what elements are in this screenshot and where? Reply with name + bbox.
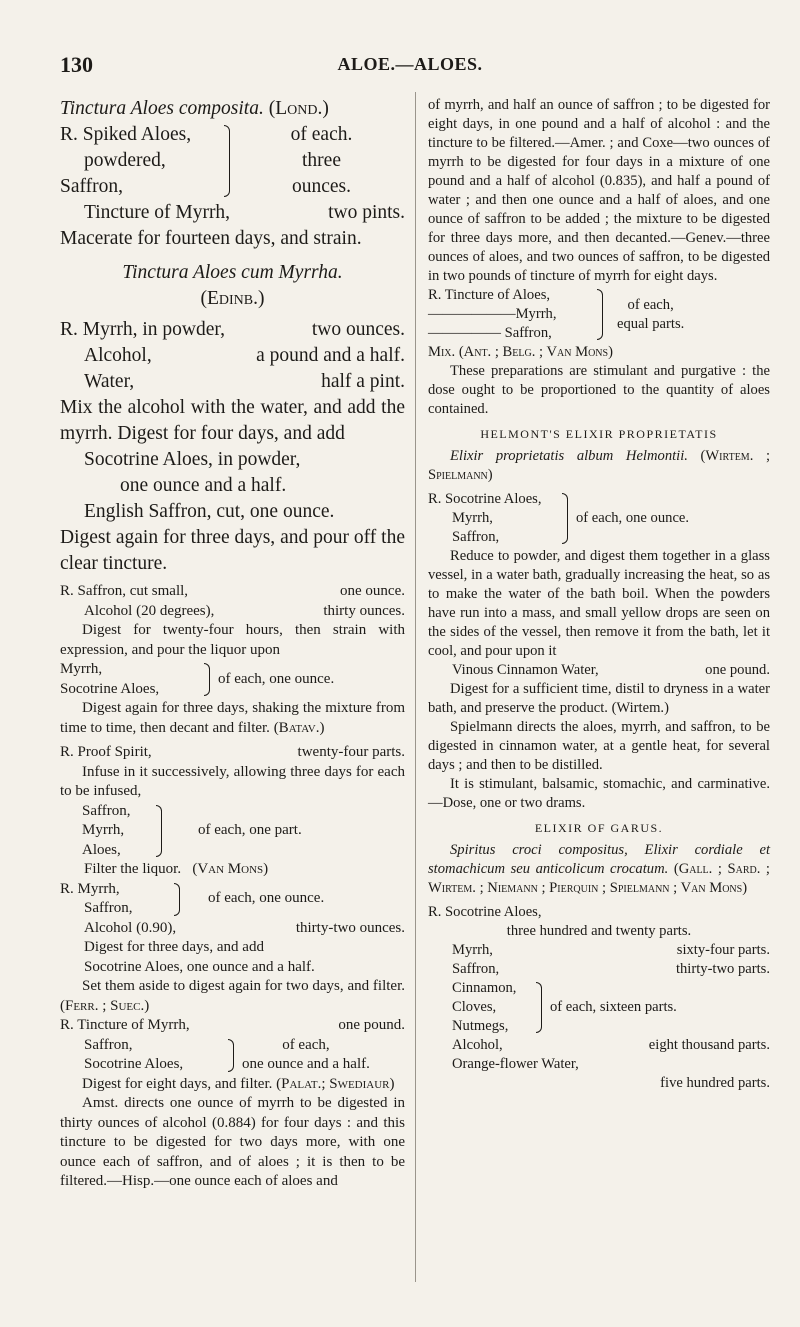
ingredient-line: Myrrh, sixty-four parts. [452,942,770,958]
recipe-heading: Tinctura Aloes cum Myrrha. [122,262,343,283]
left-column [60,96,405,1192]
paragraph: It is stimulant, balsamic, stomachic, and carminative.—Dose, one or two drams. [428,776,770,811]
page-number: 130 [60,52,93,77]
ingredient-group: Saffron, Socotrine Aloes, of each, one ounce and a half. [84,1036,370,1072]
brace [204,663,210,696]
brace [536,982,542,1033]
ingredient-group: R. Tincture of Aloes, ——————Myrrh, ————— Saffron, of each, equal parts. [428,287,685,341]
brace [156,805,162,858]
ingredient-line: Alcohol, eight thousand parts. [452,1037,770,1053]
ingredient-line: English Saffron, cut, one ounce. [84,501,335,522]
right-column [428,96,770,1093]
paragraph: Digest for twenty-four hours, then strain with expression, and pour the liquor upon [60,622,405,658]
ingredient-group: R. Socotrine Aloes, Myrrh, Saffron, of each, one ounce. [428,491,690,545]
paragraph: Mix the alcohol with the water, and add the myrrh. Digest for four days, and add [60,397,405,444]
ingredient-line: R. Proof Spirit, twenty-four parts. [60,744,405,760]
ingredient-line: Alcohol (20 degrees), thirty ounces. [84,602,405,619]
ingredient-line: Tincture of Myrrh, two pints. [84,202,405,223]
ingredient-group: Myrrh, Socotrine Aloes, of each, one ounce. [60,661,335,697]
recipe-heading: Elixir proprietatis album Helmontii. (Wirtem. ; Spielmann) [428,448,770,483]
paragraph: Digest for a sufficient time, distil to dryness in a water bath, and preserve the product. (Wirtem.) [428,681,770,716]
paragraph: Macerate for fourteen days, and strain. [60,228,362,249]
ingredient-group: Saffron, Myrrh, Aloes, of each, one part. [82,802,302,858]
ingredient-line: Socotrine Aloes, in powder, [84,449,301,470]
brace [597,289,603,340]
ingredient-line: R. Tincture of Myrrh, one pound. [60,1017,405,1033]
paragraph: Reduce to powder, and digest them together in a glass vessel, in a water bath, gradually increasing the heat, so as to make the water of the bath boil. When the powders have run into a mass, and small yellow drops are seen on the sides of the vessel, then remove it from the bath, let it cool, and pour upon it [428,548,770,659]
paragraph: Set them aside to digest again for two days, and filter. (Ferr. ; Suec.) [60,978,405,1014]
brace [562,493,568,544]
paragraph: Digest again for three days, and pour off the clear tincture. [60,527,405,574]
brace [224,125,230,197]
ingredient-line: Orange-flower Water, [452,1056,579,1072]
ingredient-line: one ounce and a half. [120,475,287,496]
ingredient-line: three hundred and twenty parts. [506,923,692,939]
paragraph: Digest again for three days, shaking the mixture from time to time, then decant and filter. (Batav.) [60,700,405,736]
ingredient-line: Saffron, thirty-two parts. [452,961,770,977]
ingredient-group: Cinnamon, Cloves, Nutmegs, of each, sixteen parts. [452,980,677,1034]
paragraph: of myrrh, and half an ounce of saffron ; to be digested for eight days, in one pound and a half of alcohol : and the tincture to be filtered.—Amer. ; and Coxe—two ounces of myrrh to be digested for four days in a mixture of one pound and a half of alcohol (0.835), and half a pound of water ; and then one ounce and a half of aloes, and one ounce of saffron to be added ; the mixture to be digested for three days more, and then decanted.—Genev.—three ounces of aloes, and two ounces of saffron, to be digested in two pounds of tincture of myrrh for eight days. [428,97,770,284]
ingredient-line: five hundred parts. [660,1075,770,1091]
ingredient-line: R. Socotrine Aloes, [428,904,542,920]
paragraph: Digest for eight days, and filter. (Palat.; Swediaur) [82,1075,395,1092]
ingredient-group: R. Spiked Aloes, powdered, Saffron, of each. three ounces. [60,124,353,197]
section-heading: HELMONT'S ELIXIR PROPRIETATIS [480,427,718,441]
ingredient-line: Vinous Cinnamon Water, one pound. [452,662,770,678]
ingredient-line: R. Myrrh, in powder, two ounces. [60,319,405,340]
paragraph: Digest for three days, and add [84,939,264,955]
paragraph: Filter the liquor. (Van Mons) [84,861,269,877]
page-header [60,52,760,82]
paragraph: Amst. directs one ounce of myrrh to be digested in thirty ounces of alcohol (0.884) for four days : and this tincture to be digested for two days more, with one ounce each of saffron, and of aloes ; it is then to be filtered.—Hisp.—one ounce each of aloes and [60,1095,405,1189]
ingredient-line: Water, half a pint. [84,371,405,392]
paragraph: Infuse in it successively, allowing three days for each to be infused, [60,763,405,799]
pharmacopoeia-source: (Edinb.) [200,288,265,309]
paragraph: These preparations are stimulant and purgative : the dose ought to be proportioned to the quantity of aloes contained. [428,363,770,417]
paragraph: Mix. (Ant. ; Belg. ; Van Mons) [428,344,613,360]
ingredient-line: R. Saffron, cut small, one ounce. [60,583,405,599]
ingredient-line: Alcohol (0.90), thirty-two ounces. [84,919,405,936]
running-title: ALOE.—ALOES. [337,54,483,74]
brace [228,1039,234,1072]
paragraph: Spielmann directs the aloes, myrrh, and saffron, to be digested in cinnamon water, at a gentle heat, for several days ; and then to be distilled. [428,719,770,773]
recipe-heading: Tinctura Aloes composita. (Lond.) [60,98,329,119]
recipe-heading: Spiritus croci compositus, Elixir cordiale et stomachicum seu anticolicum crocatum. (Gall. ; Sard. ; Wirtem. ; Niemann ; Pierquin ; Spielmann ; Van Mons) [428,842,770,896]
ingredient-line: Socotrine Aloes, one ounce and a half. [84,958,315,975]
section-heading: ELIXIR OF GARUS. [534,821,664,835]
brace [174,883,180,916]
ingredient-group: R. Myrrh, Saffron, of each, one ounce. [60,880,325,916]
column-divider [415,92,416,1282]
ingredient-line: Alcohol, a pound and a half. [84,345,405,366]
